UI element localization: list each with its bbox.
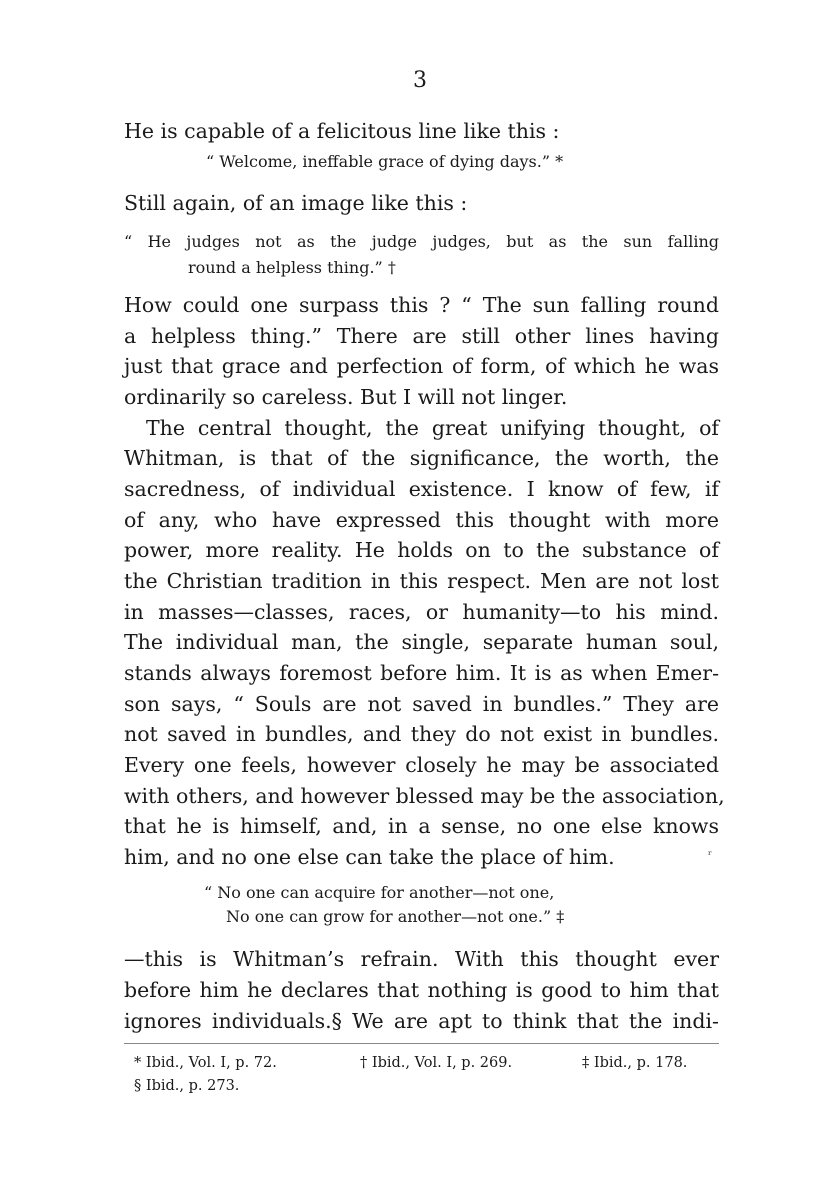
footnote: † Ibid., Vol. I, p. 269.	[360, 1055, 513, 1071]
quotation-line: “ Welcome, ineffable grace of dying days.” *	[206, 152, 564, 171]
text-line: The individual man, the single, separate human soul,	[124, 630, 719, 654]
text-line: son says, “ Souls are not saved in bundles.” They are	[124, 692, 719, 716]
paragraph-first-line: The central thought, the great unifying thought, of	[146, 416, 719, 440]
text-line: power, more reality. He holds on to the substance of	[124, 538, 719, 562]
text-line: just that grace and perfection of form, of which he was	[124, 354, 719, 378]
footnote: § Ibid., p. 273.	[134, 1078, 240, 1094]
page-number: 3	[413, 68, 427, 93]
footnote: * Ibid., Vol. I, p. 72.	[134, 1055, 277, 1071]
text-line: Every one feels, however closely he may be associated	[124, 753, 719, 777]
text-line: —this is Whitman’s refrain. With this thought ever	[124, 947, 719, 971]
text-line: him, and no one else can take the place of him.	[124, 845, 615, 869]
text-line: ordinarily so careless. But I will not linger.	[124, 385, 568, 409]
text-line: How could one surpass this ? “ The sun falling round	[124, 293, 719, 317]
text-line: before him he declares that nothing is good to him that	[124, 978, 719, 1002]
text-line: Whitman, is that of the significance, the worth, the	[124, 446, 719, 470]
text-line: the Christian tradition in this respect. Men are not lost	[124, 569, 719, 593]
text-line: with others, and however blessed may be the association,	[124, 784, 725, 808]
quotation-line: round a helpless thing.” †	[188, 258, 396, 277]
text-line: a helpless thing.” There are still other lines having	[124, 324, 719, 348]
text-line: that he is himself, and, in a sense, no one else knows	[124, 814, 719, 838]
text-line: sacredness, of individual existence. I know of few, if	[124, 477, 719, 501]
text-line: in masses—classes, races, or humanity—to his mind.	[124, 600, 719, 624]
text-line: Still again, of an image like this :	[124, 191, 468, 215]
footnote-rule	[124, 1043, 719, 1044]
text-line: ignores individuals.§ We are apt to think that the indi-	[124, 1009, 719, 1033]
stray-mark: ʳ	[708, 848, 713, 862]
quotation-line: No one can grow for another—not one.” ‡	[226, 907, 565, 926]
text-line: not saved in bundles, and they do not exist in bundles.	[124, 722, 719, 746]
text-line: of any, who have expressed this thought with more	[124, 508, 719, 532]
text-line: He is capable of a felicitous line like this :	[124, 119, 560, 143]
text-line: stands always foremost before him. It is as when Emer-	[124, 661, 719, 685]
quotation-line: “ No one can acquire for another—not one,	[204, 883, 555, 902]
quotation-line: “ He judges not as the judge judges, but as the sun falling	[124, 232, 719, 251]
footnote: ‡ Ibid., p. 178.	[582, 1055, 688, 1071]
